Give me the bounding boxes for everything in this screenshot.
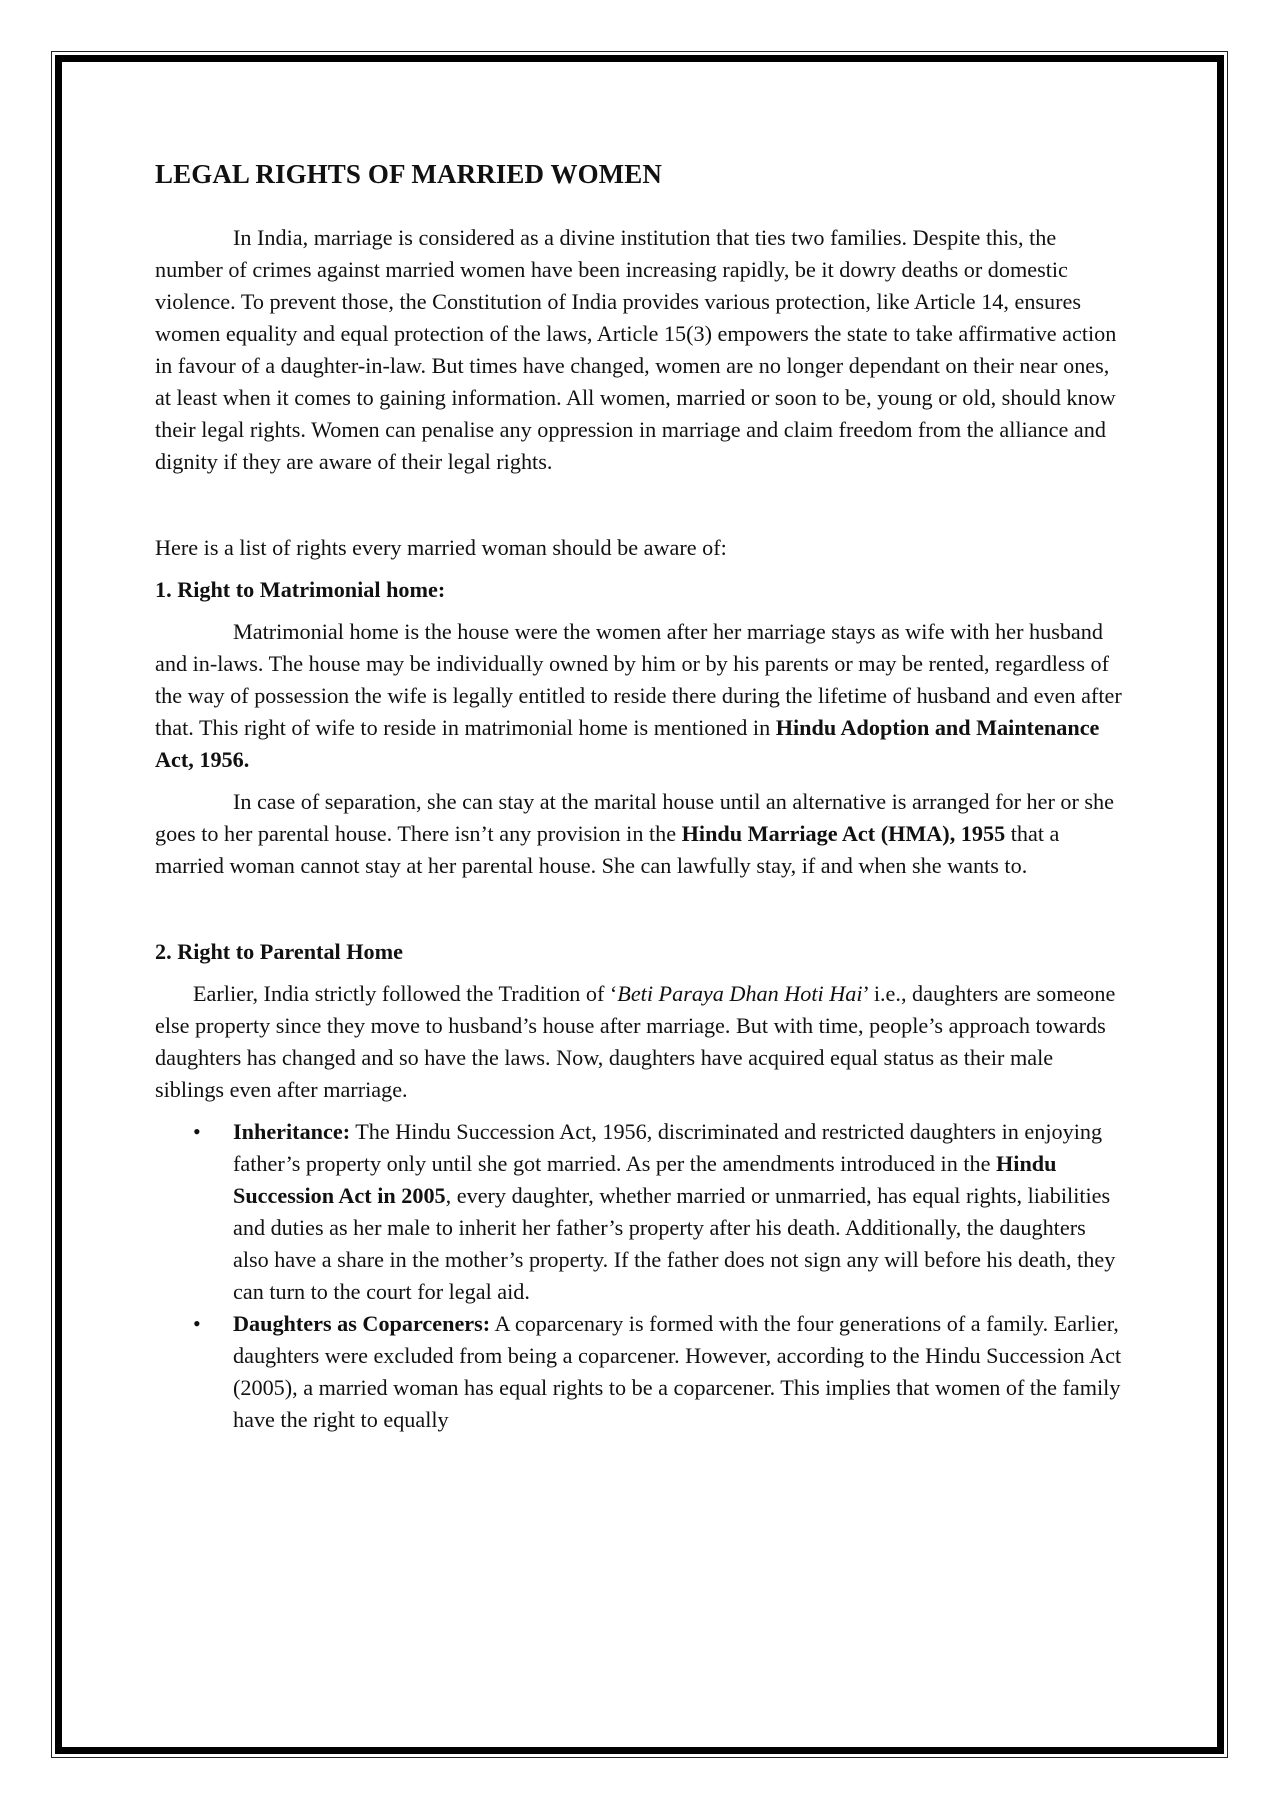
document-title: LEGAL RIGHTS OF MARRIED WOMEN bbox=[155, 159, 662, 189]
section-1-paragraph-2-text-after: that a married woman cannot stay at her parental house. She can lawfully stay, if and when she wants to. bbox=[155, 821, 1060, 878]
document-body bbox=[155, 154, 1123, 1436]
bullet-text-after: , every daughter, whether married or unmarried, has equal rights, liabilities and duties as her male to inherit her father’s property after his death. Additionally, the daughters also have a share in the mother’s property. If the father does not sign any will before his death, they can turn to the court for legal aid. bbox=[233, 1183, 1116, 1304]
bullet-icon: • bbox=[193, 1119, 201, 1144]
hindu-marriage-act-ref: Hindu Marriage Act (HMA), 1955 bbox=[681, 821, 1006, 846]
bullet-icon: • bbox=[193, 1311, 201, 1336]
hindu-adoption-act-ref: Hindu Adoption and Maintenance Act, 1956. bbox=[155, 715, 1100, 772]
bullet-item-inheritance bbox=[155, 1116, 1123, 1308]
hindu-succession-act-2005-ref: Hindu Succession Act in 2005 bbox=[233, 1151, 1057, 1208]
section-1-paragraph-2 bbox=[155, 786, 1123, 882]
bullet-label-inheritance: Inheritance: bbox=[233, 1119, 351, 1144]
list-intro: Here is a list of rights every married woman should be aware of: bbox=[155, 535, 727, 560]
section-1-paragraph-2-text-before: In case of separation, she can stay at the marital house until an alternative is arranged for her or she goes to her parental house. There isn’t any provision in the bbox=[155, 789, 1114, 846]
section-2-paragraph-1 bbox=[155, 978, 1123, 1106]
section-2-paragraph-1-text-after: ’ i.e., daughters are someone else property since they move to husband’s house after marriage. But with time, people’s approach towards daughters has changed and so have the laws. Now, daughters have acquired equal status as their male siblings even after marriage. bbox=[155, 981, 1116, 1102]
section-2-heading: 2. Right to Parental Home bbox=[155, 939, 403, 964]
section-1-paragraph-1-text: Matrimonial home is the house were the women after her marriage stays as wife with her husband and in-laws. The house may be individually owned by him or by his parents or may be rented, regardless of the way of possession the wife is legally entitled to reside there during the lifetime of husband and even after that. This right of wife to reside in matrimonial home is mentioned in bbox=[155, 619, 1122, 740]
bullet-item-coparceners bbox=[155, 1308, 1123, 1436]
bullet-text-before: The Hindu Succession Act, 1956, discriminated and restricted daughters in enjoying father’s property only until she got married. As per the amendments introduced in the bbox=[233, 1119, 1103, 1176]
section-2-paragraph-1-text-before: Earlier, India strictly followed the Tradition of ‘ bbox=[193, 981, 618, 1006]
section-1-paragraph-1 bbox=[155, 616, 1123, 776]
bullet-label-coparceners: Daughters as Coparceners: bbox=[233, 1311, 491, 1336]
intro-paragraph: In India, marriage is considered as a divine institution that ties two families. Despite this, the number of crimes against married women have been increasing rapidly, be it dowry deaths or domestic violence. To prevent those, the Constitution of India provides various protection, like Article 14, ensures women equality and equal protection of the laws, Article 15(3) empowers the state to take affirmative action in favour of a daughter-in-law. But times have changed, women are no longer dependant on their near ones, at least when it comes to gaining information. All women, married or soon to be, young or old, should know their legal rights. Women can penalise any oppression in marriage and claim freedom from the alliance and dignity if they are aware of their legal rights. bbox=[155, 225, 1117, 474]
bullet-text: A coparcenary is formed with the four generations of a family. Earlier, daughters were excluded from being a coparcener. However, according to the Hindu Succession Act (2005), a married woman has equal rights to be a coparcener. This implies that women of the family have the right to equally bbox=[233, 1311, 1122, 1432]
rights-bullet-list bbox=[155, 1116, 1123, 1436]
section-1-heading: 1. Right to Matrimonial home: bbox=[155, 577, 446, 602]
beti-paraya-dhan-phrase: Beti Paraya Dhan Hoti Hai bbox=[617, 981, 863, 1006]
